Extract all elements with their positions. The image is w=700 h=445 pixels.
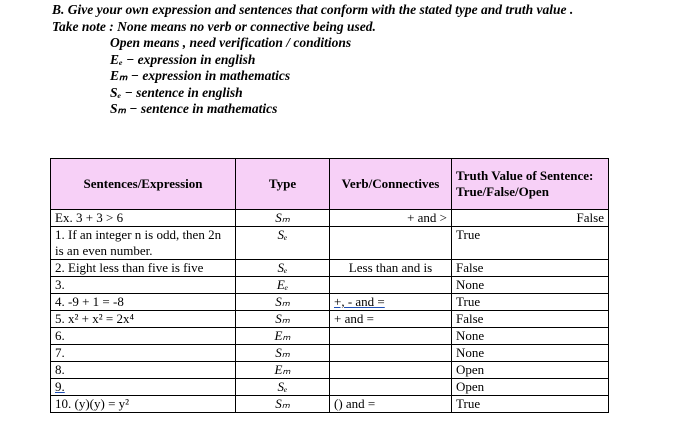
cell-verb[interactable] <box>330 294 452 311</box>
cell-truth[interactable]: False <box>452 311 609 328</box>
header-type: Type <box>236 159 330 210</box>
cell-verb[interactable] <box>330 277 452 294</box>
table-header-row <box>51 159 609 210</box>
table-row <box>51 227 609 260</box>
header-verb: Verb/Connectives <box>330 159 452 210</box>
cell-sentence[interactable]: 8. <box>51 362 236 379</box>
cell-type[interactable]: Sₘ <box>236 210 330 227</box>
header-sentence: Sentences/Expression <box>51 159 236 210</box>
cell-verb[interactable]: () and = <box>330 396 452 413</box>
note-text: Take note : None means no verb or connective being used. <box>52 18 376 34</box>
cell-truth[interactable]: Open <box>452 362 609 379</box>
cell-verb[interactable] <box>330 362 452 379</box>
cell-type[interactable]: Sₘ <box>236 396 330 413</box>
legend-line-sm: Sₘ − sentence in mathematics <box>110 101 278 116</box>
header-truth: Truth Value of Sentence: True/False/Open <box>452 159 609 210</box>
cell-truth[interactable]: True <box>452 396 609 413</box>
cell-sentence[interactable]: 3. <box>51 277 236 294</box>
cell-sentence[interactable]: 7. <box>51 345 236 362</box>
table-row <box>51 396 609 413</box>
cell-verb[interactable] <box>330 328 452 345</box>
cell-sentence[interactable] <box>51 379 236 396</box>
cell-truth[interactable]: Open <box>452 379 609 396</box>
table-row <box>51 328 609 345</box>
sentences-table <box>50 158 609 413</box>
cell-sentence[interactable]: 4. -9 + 1 = -8 <box>51 294 236 311</box>
cell-truth[interactable]: None <box>452 277 609 294</box>
cell-verb[interactable]: + and > <box>330 210 452 227</box>
legend-line-em: Eₘ − expression in mathematics <box>110 68 291 83</box>
cell-verb[interactable] <box>330 227 452 260</box>
table-row <box>51 294 609 311</box>
cell-truth[interactable]: False <box>452 260 609 277</box>
cell-verb[interactable] <box>330 345 452 362</box>
table-row <box>51 379 609 396</box>
table-row <box>51 311 609 328</box>
cell-type[interactable]: Eₘ <box>236 362 330 379</box>
cell-truth[interactable]: None <box>452 345 609 362</box>
cell-sentence[interactable]: 2. Eight less than five is five <box>51 260 236 277</box>
cell-type[interactable]: Sₑ <box>236 260 330 277</box>
cell-type[interactable]: Sₑ <box>236 379 330 396</box>
table-row <box>51 210 609 227</box>
table-row <box>51 362 609 379</box>
legend-line-se: Sₑ − sentence in english <box>110 84 243 100</box>
cell-type[interactable]: Sₑ <box>236 227 330 260</box>
cell-sentence[interactable]: 10. (y)(y) = y² <box>51 396 236 413</box>
cell-verb[interactable]: + and = <box>330 311 452 328</box>
cell-truth[interactable]: True <box>452 227 609 260</box>
cell-truth[interactable]: True <box>452 294 609 311</box>
cell-type[interactable]: Eₘ <box>236 328 330 345</box>
instructions <box>52 2 592 118</box>
cell-sentence[interactable]: 1. If an integer n is odd, then 2n is an even number. <box>51 227 236 260</box>
section-heading: B. Give your own expression and sentences that conform with the stated type and truth value . <box>52 2 574 17</box>
cell-truth[interactable]: None <box>452 328 609 345</box>
cell-verb-text: +, - and = <box>334 294 385 309</box>
table-row <box>51 260 609 277</box>
cell-sentence[interactable]: Ex. 3 + 3 > 6 <box>51 210 236 227</box>
cell-sentence[interactable]: 5. x² + x² = 2x⁴ <box>51 311 236 328</box>
cell-verb[interactable] <box>330 379 452 396</box>
legend-line-ee: Eₑ − expression in english <box>110 51 256 67</box>
table-row <box>51 345 609 362</box>
cell-truth[interactable]: False <box>452 210 609 227</box>
cell-type[interactable]: Sₘ <box>236 294 330 311</box>
cell-verb[interactable]: Less than and is <box>330 260 452 277</box>
cell-type[interactable]: Eₑ <box>236 277 330 294</box>
cell-type[interactable]: Sₘ <box>236 345 330 362</box>
legend-line-open: Open means , need verification / conditions <box>110 35 352 50</box>
table-row <box>51 277 609 294</box>
cell-sentence-text: 9. <box>55 379 65 394</box>
cell-type[interactable]: Sₘ <box>236 311 330 328</box>
cell-sentence[interactable]: 6. <box>51 328 236 345</box>
